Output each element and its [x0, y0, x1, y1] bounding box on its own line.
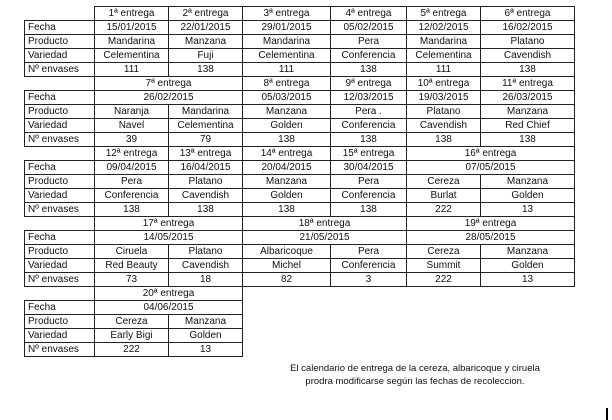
variedad-cell: Golden — [481, 189, 575, 203]
envases-cell: 222 — [407, 273, 481, 287]
producto-cell: Manzana — [169, 315, 243, 329]
envases-cell: 138 — [243, 133, 331, 147]
row-label-producto: Producto — [25, 35, 95, 49]
row-label-producto: Producto — [25, 315, 95, 329]
block3-variedad-row — [25, 189, 575, 203]
envases-cell: 13 — [481, 273, 575, 287]
entrega-header: 11ª entrega — [481, 77, 575, 91]
block2-fecha-row — [25, 91, 575, 105]
entrega-header: 15ª entrega — [331, 147, 407, 161]
producto-cell: Mandarina — [169, 105, 243, 119]
variedad-cell: Red Beauty — [95, 259, 169, 273]
block2-header-row — [25, 77, 575, 91]
entrega-header: 5ª entrega — [407, 7, 481, 21]
row-label-variedad: Variedad — [25, 329, 95, 343]
variedad-cell: Summit — [407, 259, 481, 273]
envases-cell: 79 — [169, 133, 243, 147]
envases-cell: 138 — [407, 133, 481, 147]
envases-cell: 222 — [407, 203, 481, 217]
envases-cell: 138 — [331, 133, 407, 147]
producto-cell: Cereza — [407, 245, 481, 259]
fecha-cell: 12/03/2015 — [331, 91, 407, 105]
fecha-cell: 26/03/2015 — [481, 91, 575, 105]
fecha-cell: 05/02/2015 — [331, 21, 407, 35]
envases-cell: 138 — [331, 63, 407, 77]
producto-cell: Manzana — [481, 245, 575, 259]
fecha-cell: 20/04/2015 — [243, 161, 331, 175]
fecha-cell: 28/05/2015 — [407, 231, 575, 245]
variedad-cell: Navel — [95, 119, 169, 133]
producto-cell: Cereza — [407, 175, 481, 189]
producto-cell: Cereza — [95, 315, 169, 329]
envases-cell: 82 — [243, 273, 331, 287]
fecha-cell: 19/03/2015 — [407, 91, 481, 105]
block4-producto-row — [25, 245, 575, 259]
producto-cell: Albaricoque — [243, 245, 331, 259]
fecha-cell: 16/02/2015 — [481, 21, 575, 35]
row-label-variedad: Variedad — [25, 189, 95, 203]
fecha-cell: 30/04/2015 — [331, 161, 407, 175]
row-label-variedad: Variedad — [25, 49, 95, 63]
variedad-cell: Golden — [169, 329, 243, 343]
block1-header-row — [25, 7, 575, 21]
row-label-fecha: Fecha — [25, 161, 95, 175]
row-label-fecha: Fecha — [25, 91, 95, 105]
block4-variedad-row — [25, 259, 575, 273]
fecha-cell: 16/04/2015 — [169, 161, 243, 175]
variedad-cell: Golden — [243, 119, 331, 133]
producto-cell: Manzana — [169, 35, 243, 49]
producto-cell: Naranja — [95, 105, 169, 119]
variedad-cell: Conferencia — [331, 49, 407, 63]
block3-fecha-row — [25, 161, 575, 175]
fecha-cell: 04/06/2015 — [95, 301, 243, 315]
row-label-variedad: Variedad — [25, 119, 95, 133]
entrega-header: 6ª entrega — [481, 7, 575, 21]
row-label-variedad: Variedad — [25, 259, 95, 273]
entrega-header: 20ª entrega — [95, 287, 243, 301]
row-label-producto: Producto — [25, 105, 95, 119]
envases-cell: 138 — [169, 63, 243, 77]
block2-variedad-row — [25, 119, 575, 133]
producto-cell: Platano — [169, 175, 243, 189]
block5-fecha-row — [25, 301, 575, 315]
entrega-header: 19ª entrega — [407, 217, 575, 231]
block4-fecha-row — [25, 231, 575, 245]
entrega-header: 1ª entrega — [95, 7, 169, 21]
fecha-cell: 22/01/2015 — [169, 21, 243, 35]
fecha-cell: 12/02/2015 — [407, 21, 481, 35]
entrega-header: 18ª entrega — [243, 217, 407, 231]
variedad-cell: Golden — [243, 189, 331, 203]
producto-cell: Manzana — [481, 175, 575, 189]
producto-cell: Manzana — [243, 105, 331, 119]
envases-cell: 138 — [481, 133, 575, 147]
block3-header-row — [25, 147, 575, 161]
producto-cell: Manzana — [481, 105, 575, 119]
envases-cell: 138 — [331, 203, 407, 217]
fecha-cell: 05/03/2015 — [243, 91, 331, 105]
variedad-cell: Cavendish — [407, 119, 481, 133]
producto-cell: Manzana — [243, 175, 331, 189]
note-line-2: prodra modificarse según las fechas de recoleccion. — [305, 376, 525, 387]
row-label-producto: Producto — [25, 175, 95, 189]
row-label-envases: Nº envases — [25, 273, 95, 287]
row-label-producto: Producto — [25, 245, 95, 259]
edge-mark — [606, 408, 608, 420]
variedad-cell: Cavendish — [481, 49, 575, 63]
entrega-header: 7ª entrega — [95, 77, 243, 91]
block2-producto-row — [25, 105, 575, 119]
block4-header-row — [25, 217, 575, 231]
envases-cell: 18 — [169, 273, 243, 287]
fecha-cell: 14/05/2015 — [95, 231, 243, 245]
entrega-header: 2ª entrega — [169, 7, 243, 21]
producto-cell: Ciruela — [95, 245, 169, 259]
row-label-fecha: Fecha — [25, 231, 95, 245]
envases-cell: 13 — [481, 203, 575, 217]
producto-cell: Platano — [407, 105, 481, 119]
producto-cell: Mandarina — [95, 35, 169, 49]
producto-cell: Platano — [481, 35, 575, 49]
variedad-cell: Celementina — [243, 49, 331, 63]
block1-fecha-row — [25, 21, 575, 35]
envases-cell: 111 — [95, 63, 169, 77]
variedad-cell: Celementina — [169, 119, 243, 133]
producto-cell: Mandarina — [243, 35, 331, 49]
entrega-header: 16ª entrega — [407, 147, 575, 161]
variedad-cell: Golden — [481, 259, 575, 273]
row-label-fecha: Fecha — [25, 21, 95, 35]
variedad-cell: Celementina — [407, 49, 481, 63]
producto-cell: Pera . — [331, 105, 407, 119]
envases-cell: 138 — [169, 203, 243, 217]
producto-cell: Pera — [331, 245, 407, 259]
variedad-cell: Fuji — [169, 49, 243, 63]
entrega-header: 9ª entrega — [331, 77, 407, 91]
block5-header-row — [25, 287, 575, 301]
block3-producto-row — [25, 175, 575, 189]
row-label-envases: Nº envases — [25, 133, 95, 147]
fecha-cell: 26/02/2015 — [95, 91, 243, 105]
row-label-envases: Nº envases — [25, 343, 95, 357]
variedad-cell: Burlat — [407, 189, 481, 203]
entrega-header: 12ª entrega — [95, 147, 169, 161]
producto-cell: Pera — [95, 175, 169, 189]
row-label-envases: Nº envases — [25, 203, 95, 217]
producto-cell: Platano — [169, 245, 243, 259]
block5-variedad-row — [25, 329, 575, 343]
fecha-cell: 07/05/2015 — [407, 161, 575, 175]
variedad-cell: Early Bigi — [95, 329, 169, 343]
schedule-note — [255, 362, 575, 388]
row-label-fecha: Fecha — [25, 301, 95, 315]
entrega-header: 17ª entrega — [95, 217, 243, 231]
block1-variedad-row — [25, 49, 575, 63]
entrega-header: 4ª entrega — [331, 7, 407, 21]
variedad-cell: Conferencia — [331, 189, 407, 203]
block2-envases-row — [25, 133, 575, 147]
block1-envases-row — [25, 63, 575, 77]
variedad-cell: Cavendish — [169, 189, 243, 203]
envases-cell: 138 — [243, 203, 331, 217]
envases-cell: 3 — [331, 273, 407, 287]
envases-cell: 13 — [169, 343, 243, 357]
variedad-cell: Conferencia — [331, 119, 407, 133]
block1-producto-row — [25, 35, 575, 49]
envases-cell: 39 — [95, 133, 169, 147]
delivery-schedule — [24, 6, 575, 357]
fecha-cell: 21/05/2015 — [243, 231, 407, 245]
variedad-cell: Conferencia — [95, 189, 169, 203]
entrega-header: 3ª entrega — [243, 7, 331, 21]
fecha-cell: 09/04/2015 — [95, 161, 169, 175]
entrega-header: 14ª entrega — [243, 147, 331, 161]
block4-envases-row — [25, 273, 575, 287]
producto-cell: Mandarina — [407, 35, 481, 49]
variedad-cell: Michel — [243, 259, 331, 273]
block5-producto-row — [25, 315, 575, 329]
variedad-cell: Conferencia — [331, 259, 407, 273]
fecha-cell: 15/01/2015 — [95, 21, 169, 35]
fecha-cell: 29/01/2015 — [243, 21, 331, 35]
entrega-header: 8ª entrega — [243, 77, 331, 91]
envases-cell: 138 — [95, 203, 169, 217]
envases-cell: 222 — [95, 343, 169, 357]
envases-cell: 138 — [481, 63, 575, 77]
note-line-1: El calendario de entrega de la cereza, albaricoque y ciruela — [290, 363, 540, 374]
envases-cell: 73 — [95, 273, 169, 287]
envases-cell: 111 — [243, 63, 331, 77]
variedad-cell: Cavendish — [169, 259, 243, 273]
block5-envases-row — [25, 343, 575, 357]
producto-cell: Pera — [331, 35, 407, 49]
producto-cell: Pera — [331, 175, 407, 189]
variedad-cell: Red Chief — [481, 119, 575, 133]
delivery-table — [24, 6, 575, 357]
entrega-header: 13ª entrega — [169, 147, 243, 161]
entrega-header: 10ª entrega — [407, 77, 481, 91]
envases-cell: 111 — [407, 63, 481, 77]
row-label-envases: Nº envases — [25, 63, 95, 77]
variedad-cell: Celementina — [95, 49, 169, 63]
block3-envases-row — [25, 203, 575, 217]
